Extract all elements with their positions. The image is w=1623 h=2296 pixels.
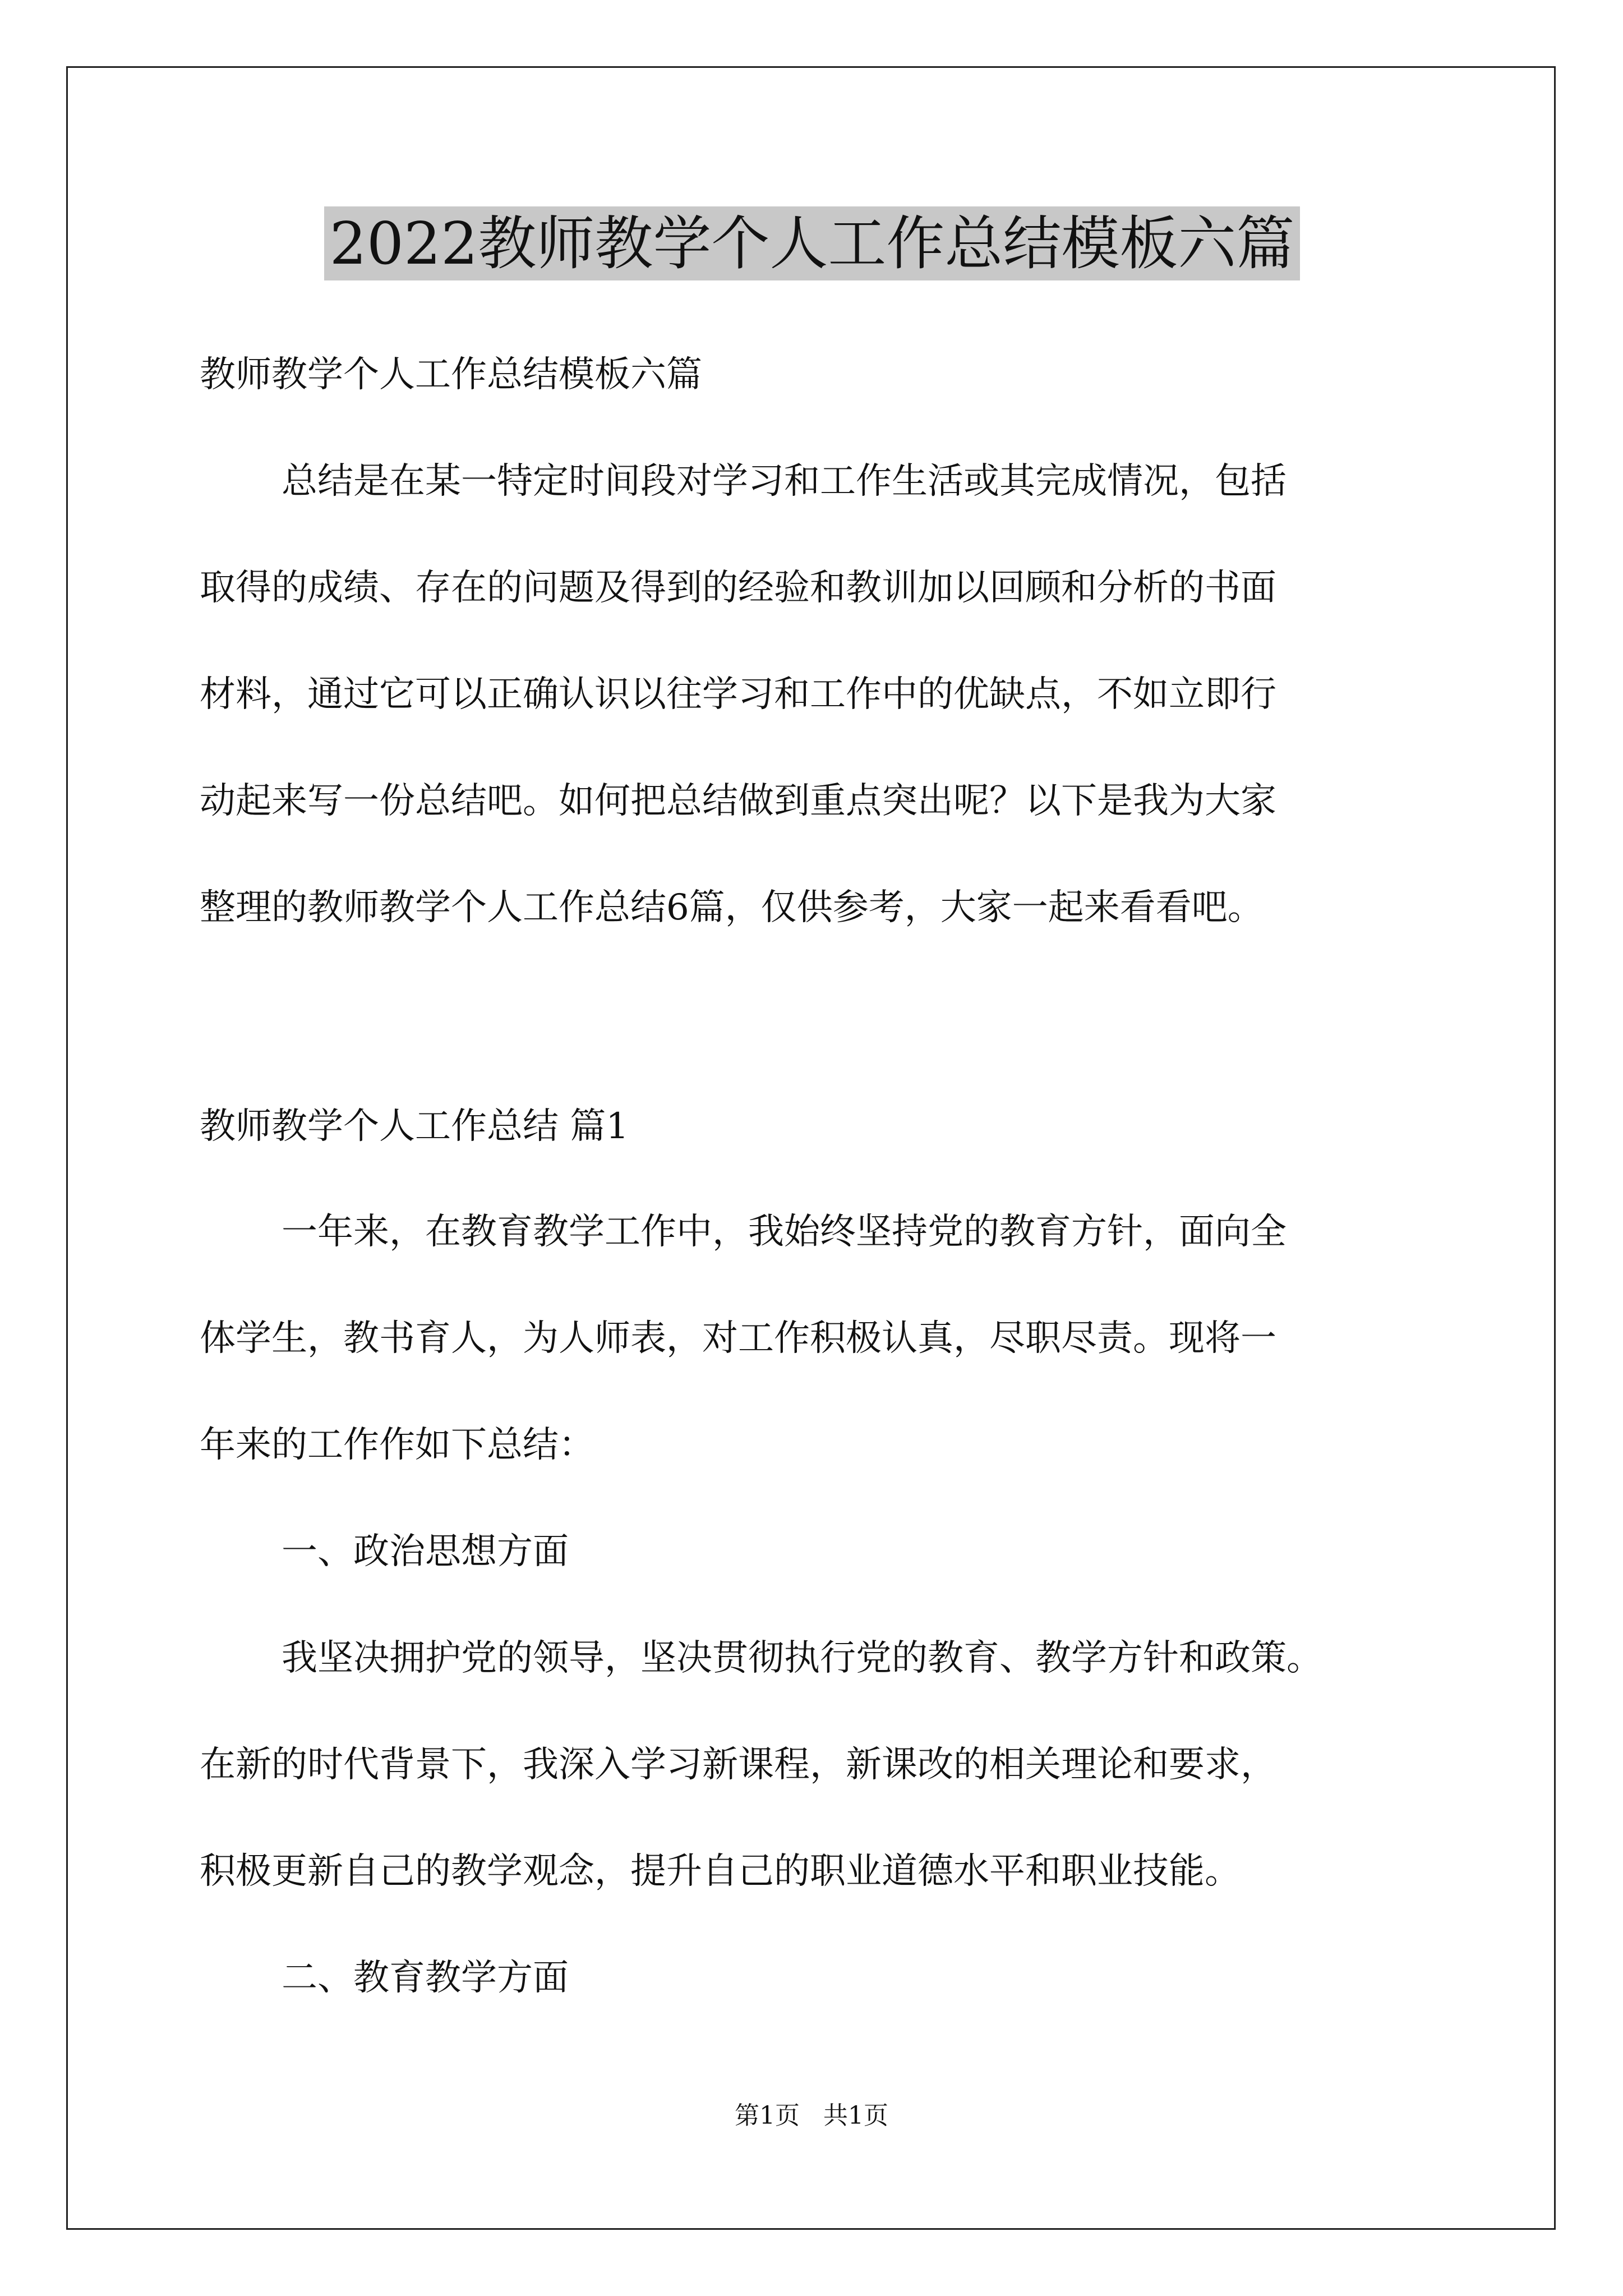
part1-line-1: 我坚决拥护党的领导，坚决贯彻执行党的教育、教学方针和政策。 xyxy=(282,1637,1322,1679)
section1-line-1: 一年来，在教育教学工作中，我始终坚持党的教育方针，面向全 xyxy=(282,1211,1287,1253)
intro-line-1: 总结是在某一特定时间段对学习和工作生活或其完成情况，包括 xyxy=(282,461,1287,502)
section1-line-3: 年来的工作作如下总结： xyxy=(200,1424,594,1466)
part1-heading: 一、政治思想方面 xyxy=(282,1531,569,1572)
page-number: 第1页 共1页 xyxy=(735,2101,888,2130)
section-heading: 教师教学个人工作总结 篇1 xyxy=(200,1106,629,1147)
intro-line-2: 取得的成绩、存在的问题及得到的经验和教训加以回顾和分析的书面 xyxy=(200,567,1276,609)
intro-line-5: 整理的教师教学个人工作总结6篇，仅供参考，大家一起来看看吧。 xyxy=(200,887,1264,928)
intro-line-3: 材料，通过它可以正确认识以往学习和工作中的优缺点，不如立即行 xyxy=(200,674,1276,715)
part2-heading: 二、教育教学方面 xyxy=(282,1957,569,1999)
section1-line-2: 体学生，教书育人，为人师表，对工作积极认真，尽职尽责。现将一 xyxy=(200,1318,1276,1359)
document-subtitle: 教师教学个人工作总结模板六篇 xyxy=(200,354,702,395)
part1-line-2: 在新的时代背景下，我深入学习新课程，新课改的相关理论和要求， xyxy=(200,1744,1276,1786)
intro-line-4: 动起来写一份总结吧。如何把总结做到重点突出呢？以下是我为大家 xyxy=(200,780,1276,822)
part1-line-3: 积极更新自己的教学观念，提升自己的职业道德水平和职业技能。 xyxy=(200,1851,1241,1892)
document-title: 2022教师教学个人工作总结模板六篇 xyxy=(324,206,1300,280)
